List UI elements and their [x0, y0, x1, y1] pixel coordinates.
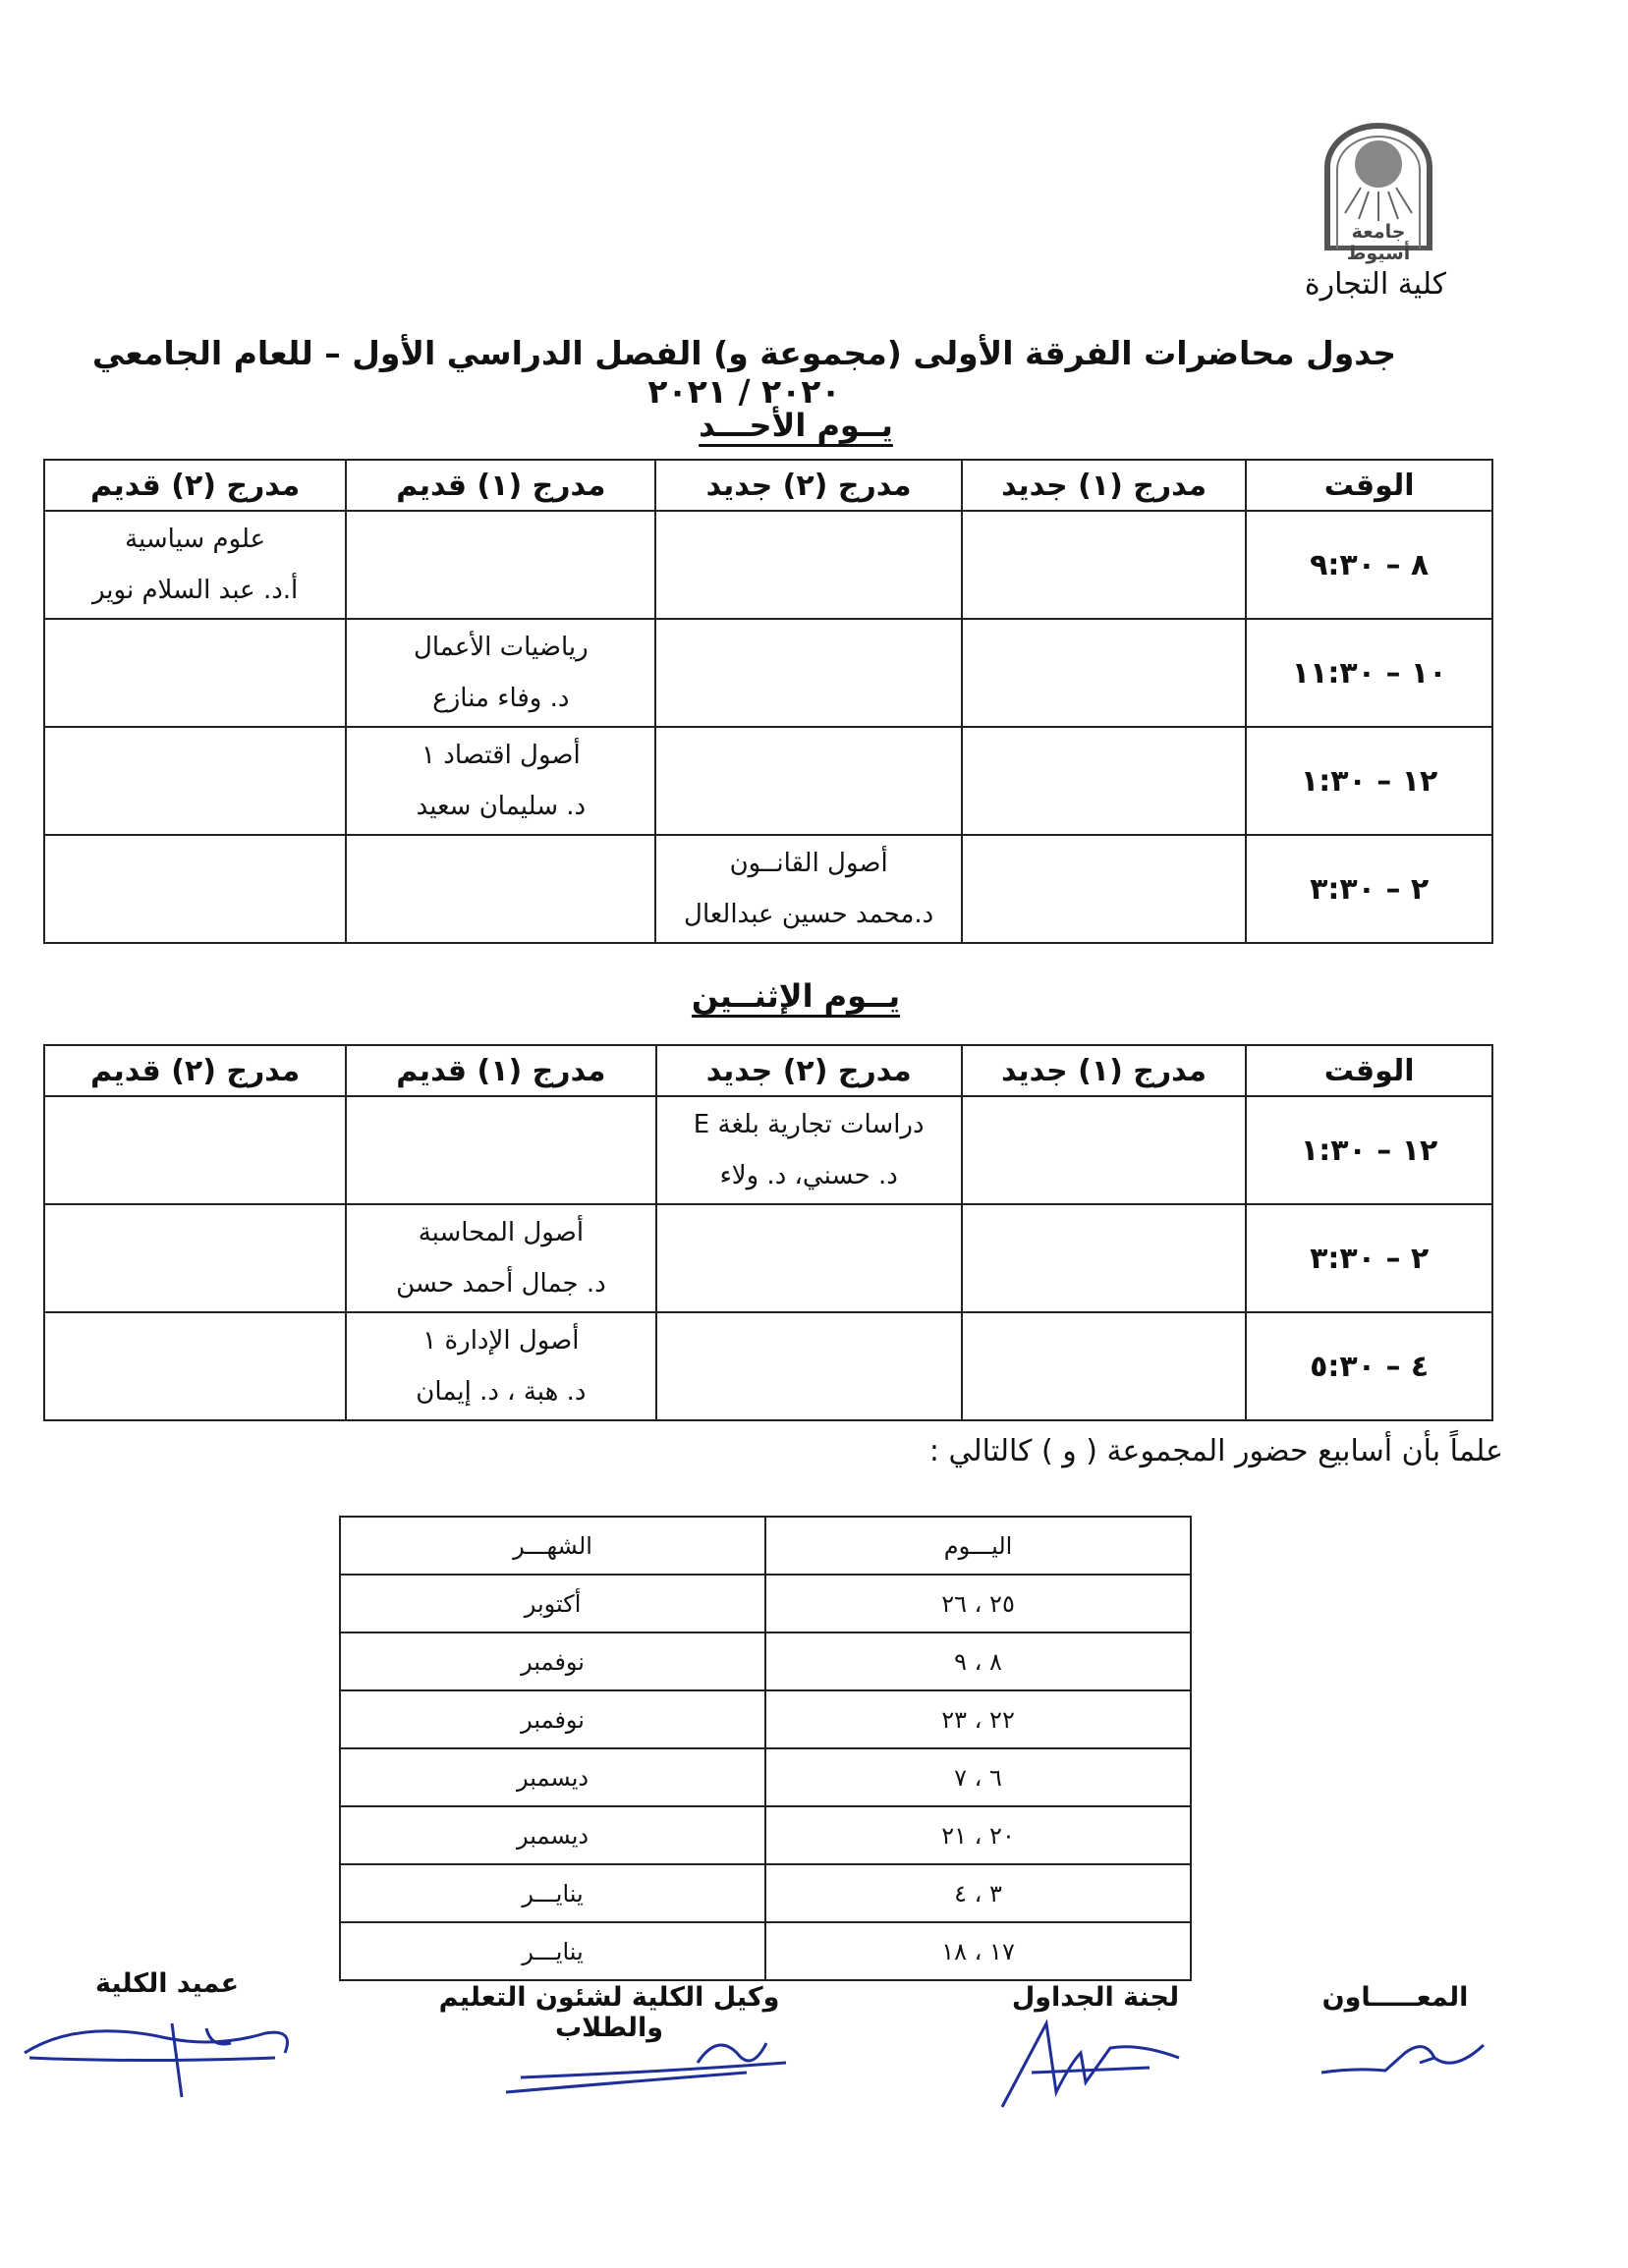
lecturer-name: أ.د. عبد السلام نوير [91, 576, 299, 605]
table-row [340, 1864, 1191, 1922]
course-name: أصول اقتصاد ١ [421, 741, 581, 770]
table-row [340, 1575, 1191, 1632]
column-header-month: الشهـــر [340, 1517, 765, 1575]
hall-cell [44, 835, 346, 943]
schedule-table-sunday [43, 459, 1493, 944]
page-title: جدول محاضرات الفرقة الأولى (مجموعة و) الفصل الدراسي الأول – للعام الجامعي ٢٠٢٠ / ٢٠٢١ [91, 334, 1397, 411]
hall-cell [655, 511, 961, 619]
hall-cell [655, 727, 961, 835]
hall-cell [962, 619, 1247, 727]
hall-cell [962, 727, 1247, 835]
attendance-note: علماً بأن أسابيع حضور المجموعة ( و ) كالتالي : [928, 1434, 1503, 1468]
month-cell: ينايـــر [340, 1922, 765, 1980]
hall-cell [962, 1204, 1247, 1312]
hall-cell [44, 511, 346, 619]
signature-label-committee: لجنة الجداول [1011, 1982, 1180, 2013]
hall-cell [962, 1312, 1247, 1420]
hall-cell [346, 511, 655, 619]
column-header: مدرج (١) جديد [962, 1045, 1247, 1096]
hall-cell [346, 835, 655, 943]
signature-label-dean: عميد الكلية [94, 1968, 240, 1999]
day-title-sunday: يــوم الأحـــد [699, 407, 893, 444]
signature-label-assistant: المعـــــاون [1321, 1982, 1469, 2013]
column-header: مدرج (١) قديم [346, 460, 655, 511]
hall-cell [962, 1096, 1247, 1204]
column-header: مدرج (٢) جديد [656, 1045, 962, 1096]
day-cell: ٢٥ ، ٢٦ [765, 1575, 1191, 1632]
column-header: الوقت [1246, 460, 1492, 511]
column-header: مدرج (٢) قديم [44, 460, 346, 511]
day-cell: ٨ ، ٩ [765, 1632, 1191, 1690]
column-header: مدرج (١) قديم [346, 1045, 655, 1096]
month-cell: ينايـــر [340, 1864, 765, 1922]
hall-cell [346, 619, 655, 727]
university-logo [1319, 123, 1437, 264]
lecturer-name: د. هبة ، د. إيمان [416, 1377, 587, 1407]
lecturer-name: د.محمد حسين عبدالعال [684, 900, 934, 929]
table-row [44, 835, 1492, 943]
table-row [340, 1632, 1191, 1690]
logo-text: جامعة أسيوط [1346, 221, 1411, 264]
time-cell: ١٠ – ١١:٣٠ [1246, 619, 1492, 727]
hall-cell [655, 835, 961, 943]
time-cell: ٨ – ٩:٣٠ [1246, 511, 1492, 619]
signature-label-vice-dean: وكيل الكلية لشئون التعليم والطلاب [438, 1982, 780, 2043]
column-header: مدرج (٢) قديم [44, 1045, 346, 1096]
time-cell: ١٢ – ١:٣٠ [1246, 1096, 1492, 1204]
day-cell: ٢٢ ، ٢٣ [765, 1690, 1191, 1748]
table-row [340, 1922, 1191, 1980]
hall-cell [656, 1096, 962, 1204]
column-header: الوقت [1246, 1045, 1492, 1096]
column-header-day: اليـــوم [765, 1517, 1191, 1575]
signature-dean-icon [20, 2004, 305, 2102]
lecturer-name: د. وفاء منازع [432, 684, 570, 713]
time-cell: ٢ – ٣:٣٠ [1246, 835, 1492, 943]
month-cell: ديسمبر [340, 1748, 765, 1806]
hall-cell [44, 727, 346, 835]
table-row [44, 727, 1492, 835]
hall-cell [346, 1096, 655, 1204]
table-row [44, 1312, 1492, 1420]
month-cell: نوفمبر [340, 1632, 765, 1690]
day-cell: ٣ ، ٤ [765, 1864, 1191, 1922]
hall-cell [656, 1204, 962, 1312]
table-row [44, 1096, 1492, 1204]
table-row [44, 619, 1492, 727]
day-cell: ١٧ ، ١٨ [765, 1922, 1191, 1980]
schedule-table-monday [43, 1044, 1493, 1421]
time-cell: ١٢ – ١:٣٠ [1246, 727, 1492, 835]
column-header: مدرج (١) جديد [962, 460, 1247, 511]
hall-cell [346, 1204, 655, 1312]
course-name: أصول الإدارة ١ [422, 1326, 580, 1355]
table-row [340, 1806, 1191, 1864]
table-row [340, 1690, 1191, 1748]
time-cell: ٤ – ٥:٣٠ [1246, 1312, 1492, 1420]
hall-cell [44, 1204, 346, 1312]
table-header-row [340, 1517, 1191, 1575]
hall-cell [655, 619, 961, 727]
table-row [340, 1748, 1191, 1806]
signature-assistant-icon [1317, 2033, 1493, 2082]
faculty-name: كلية التجارة [1304, 267, 1447, 302]
hall-cell [44, 1096, 346, 1204]
day-cell: ٢٠ ، ٢١ [765, 1806, 1191, 1864]
hall-cell [656, 1312, 962, 1420]
hall-cell [346, 727, 655, 835]
attendance-weeks-table [339, 1516, 1192, 1981]
day-cell: ٦ ، ٧ [765, 1748, 1191, 1806]
hall-cell [44, 619, 346, 727]
hall-cell [346, 1312, 655, 1420]
course-name: دراسات تجارية بلغة E [693, 1110, 925, 1139]
lecturer-name: د. سليمان سعيد [416, 792, 587, 821]
hall-cell [44, 1312, 346, 1420]
signature-vice-dean-icon [501, 2023, 806, 2102]
day-title-monday: يــوم الإثنــين [691, 977, 901, 1015]
month-cell: ديسمبر [340, 1806, 765, 1864]
time-cell: ٢ – ٣:٣٠ [1246, 1204, 1492, 1312]
lecturer-name: د. جمال أحمد حسن [396, 1269, 606, 1299]
table-header-row [44, 460, 1492, 511]
month-cell: أكتوبر [340, 1575, 765, 1632]
course-name: علوم سياسية [125, 525, 266, 554]
course-name: أصول القانــون [729, 849, 888, 878]
signature-committee-icon [992, 2014, 1199, 2112]
lecturer-name: د. حسني، د. ولاء [719, 1161, 898, 1190]
table-row [44, 1204, 1492, 1312]
course-name: رياضيات الأعمال [413, 633, 589, 662]
column-header: مدرج (٢) جديد [655, 460, 961, 511]
table-row [44, 511, 1492, 619]
hall-cell [962, 835, 1247, 943]
month-cell: نوفمبر [340, 1690, 765, 1748]
hall-cell [962, 511, 1247, 619]
table-header-row [44, 1045, 1492, 1096]
course-name: أصول المحاسبة [418, 1218, 585, 1247]
